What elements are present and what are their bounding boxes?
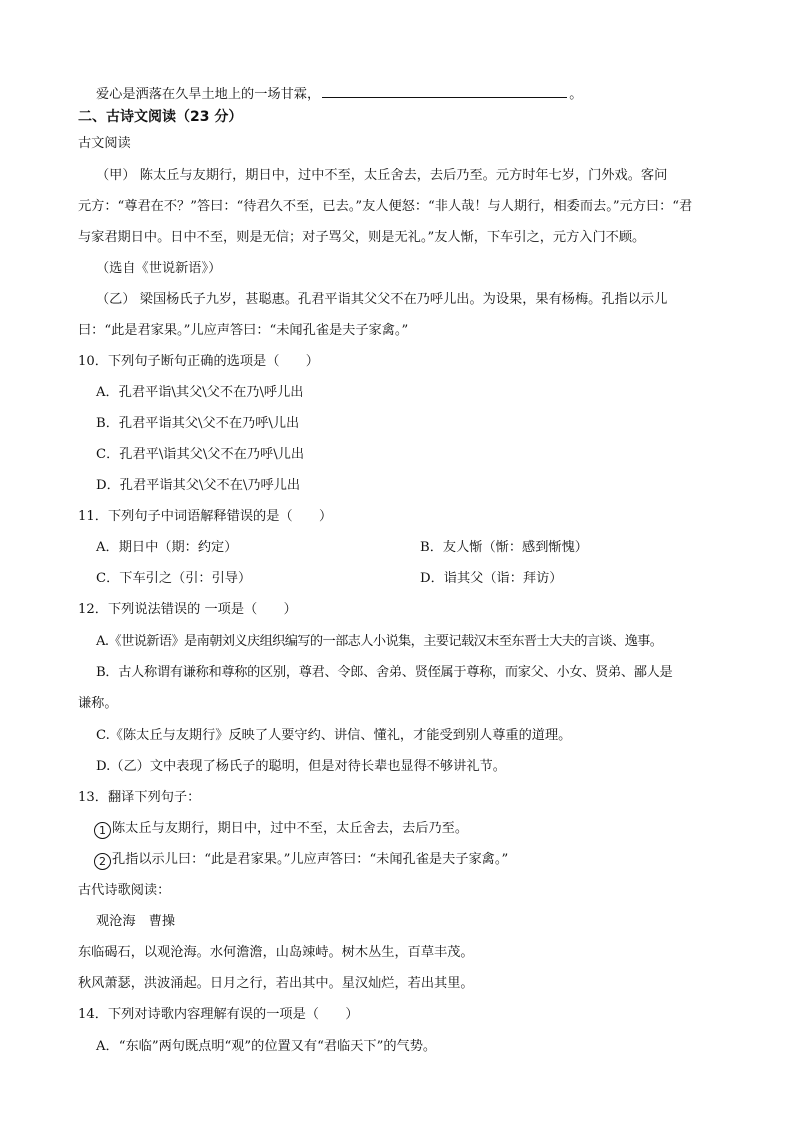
circled-number-2: 2 — [94, 853, 111, 870]
question-13-item-2 — [94, 851, 508, 870]
passage-source: （选自《世说新语》） — [96, 261, 222, 276]
section-title: 二、古诗文阅读（23 分） — [78, 109, 243, 125]
question-11-option-a[interactable]: A．期日中（期：约定） — [96, 540, 238, 555]
question-11-option-c[interactable]: C．下车引之（引：引导） — [96, 571, 252, 586]
question-13-stem: 13．翻译下列句子： — [78, 790, 201, 805]
question-12-option-b-line-2[interactable]: 谦称。 — [78, 696, 118, 711]
question-12-option-d[interactable]: D.（乙）文中表现了杨氏子的聪明，但是对待长辈也显得不够讲礼节。 — [96, 759, 506, 774]
poem-title: 观沧海 曹操 — [96, 914, 176, 929]
question-11-stem: 11．下列句子中词语解释错误的是（ ） — [78, 509, 333, 524]
question-11-option-d[interactable]: D．诣其父（诣：拜访） — [420, 571, 563, 586]
passage-jia-line-2: 元方：“尊君在不？”答曰：“待君久不至，已去。”友人便怒：“非人哉！与人期行，相委而去。”元方曰：“君 — [78, 199, 693, 214]
passage-yi-line-1: （乙） 梁国杨氏子九岁，甚聪惠。孔君平诣其父父不在乃呼儿出。为设果，果有杨梅。孔指以示儿 — [96, 292, 668, 307]
fill-blank-end: 。 — [569, 87, 583, 102]
question-11-option-b[interactable]: B．友人惭（惭：感到惭愧） — [420, 540, 588, 555]
question-13-item-1 — [94, 820, 468, 839]
question-10-option-d[interactable]: D．孔君平诣其父\父不在\乃呼儿出 — [96, 478, 301, 493]
question-10-option-a[interactable]: A．孔君平诣\其父\父不在乃\呼儿出 — [96, 385, 304, 400]
question-14-stem: 14．下列对诗歌内容理解有误的一项是（ ） — [78, 1007, 359, 1022]
answer-blank[interactable] — [322, 84, 567, 98]
question-13-item-2-text: 孔指以示儿曰：“此是君家果。”儿应声答曰：“未闻孔雀是夫子家禽。” — [112, 852, 509, 867]
passage-yi-line-2: 曰：“此是君家果。”儿应声答曰：“未闻孔雀是夫子家禽。” — [78, 323, 409, 338]
question-10-stem: 10．下列句子断句正确的选项是（ ） — [78, 354, 319, 369]
passage-jia-line-1: （甲） 陈太丘与友期行，期日中，过中不至，太丘舍去，去后乃至。元方时年七岁，门外戏。客问 — [96, 168, 668, 183]
question-12-option-a[interactable]: A.《世说新语》是南朝刘义庆组织编写的一部志人小说集，主要记载汉末至东晋士大夫的言谈、逸事。 — [96, 634, 663, 649]
poem-line-1: 东临碣石，以观沧海。水何澹澹，山岛竦峙。树木丛生，百草丰茂。 — [78, 945, 474, 960]
fill-blank-text: 爱心是洒落在久旱土地上的一场甘霖， — [96, 87, 321, 102]
passage-jia-line-3: 与家君期日中。日中不至，则是无信；对子骂父，则是无礼。”友人惭，下车引之，元方入门不顾。 — [78, 230, 646, 245]
question-12-option-c[interactable]: C.《陈太丘与友期行》反映了人要守约、讲信、懂礼，才能受到别人尊重的道理。 — [96, 728, 572, 743]
circled-number-1: 1 — [94, 822, 111, 839]
poetry-reading-label: 古代诗歌阅读： — [78, 883, 171, 898]
poem-line-2: 秋风萧瑟，洪波涌起。日月之行，若出其中。星汉灿烂，若出其里。 — [78, 976, 474, 991]
question-13-item-1-text: 陈太丘与友期行，期日中，过中不至，太丘舍去，去后乃至。 — [112, 821, 469, 836]
classical-reading-label: 古文阅读 — [78, 136, 131, 151]
question-14-option-a[interactable]: A．“东临”两句既点明“观”的位置又有“君临天下”的气势。 — [96, 1039, 437, 1054]
question-10-option-b[interactable]: B．孔君平诣其父\父不在乃呼\儿出 — [96, 416, 300, 431]
question-12-option-b-line-1[interactable]: B．古人称谓有谦称和尊称的区别，尊君、令郎、舍弟、贤侄属于尊称，而家父、小女、贤弟、鄙人是 — [96, 665, 673, 680]
question-12-stem: 12．下列说法错误的 一项是（ ） — [78, 602, 297, 617]
fill-blank-line — [96, 84, 582, 104]
question-10-option-c[interactable]: C．孔君平\诣其父\父不在乃呼\儿出 — [96, 447, 305, 462]
